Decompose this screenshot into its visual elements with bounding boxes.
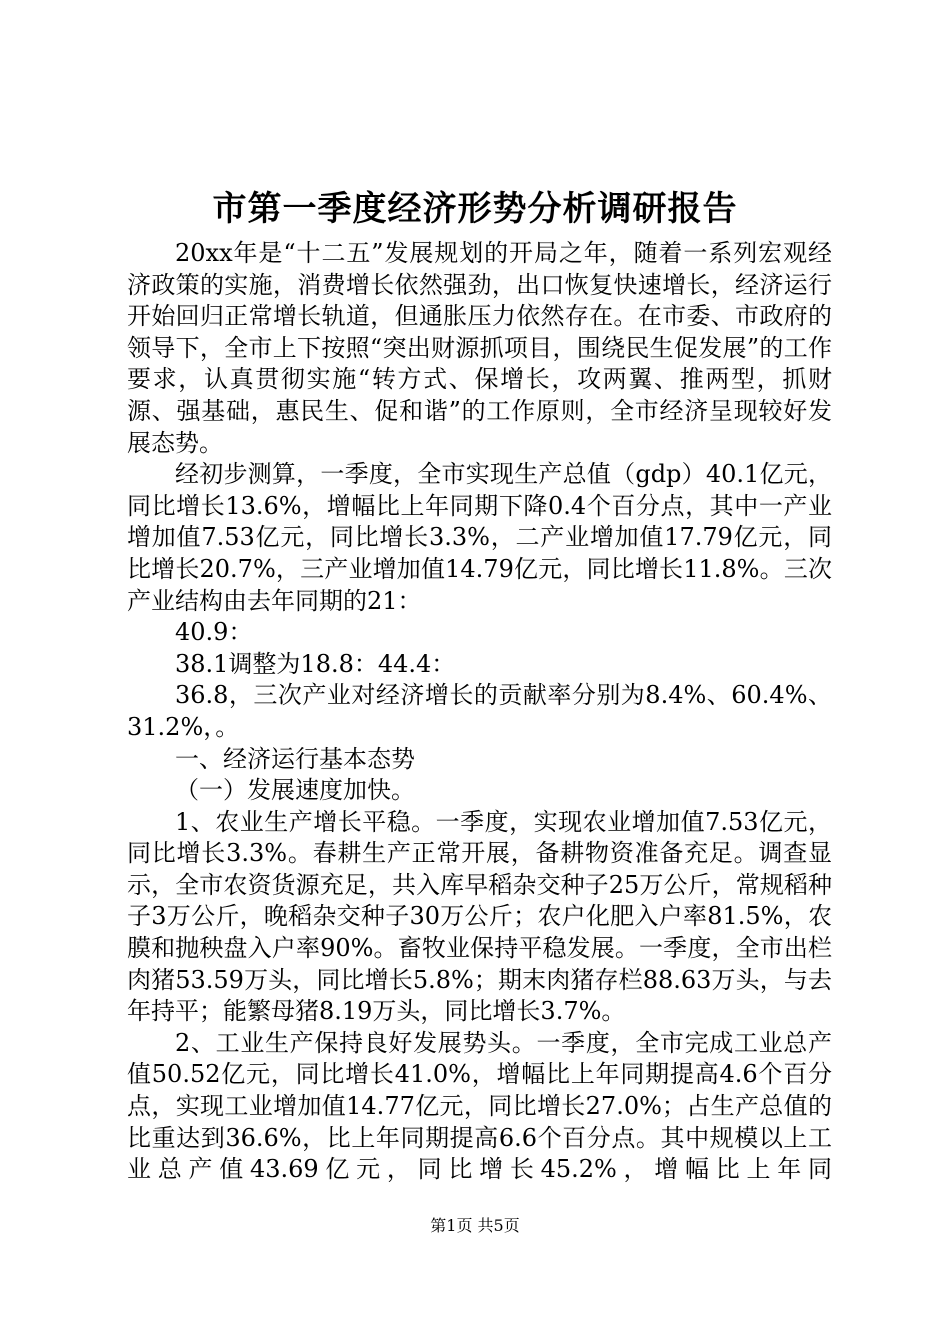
section-heading: 一、经济运行基本态势 bbox=[175, 744, 415, 773]
paragraph-intro: 20xx年是“十二五”发展规划的开局之年，随着一系列宏观经济政策的实施，消费增长依然强劲，出口恢复快速增长，经济运行开始回归正常增长轨道，但通胀压力依然存在。在市委、市政府的领导下，全市上下按照“突出财源抓项目，围绕民生促发展”的工作要求，认真贯彻实施“转方式、保增长，攻两翼、推两型，抓财源、强基础，惠民生、促和谐”的工作原则，全市经济呈现较好发展态势。 bbox=[127, 239, 832, 457]
paragraph-ratio-2: 38.1调整为18.8：44.4： bbox=[175, 649, 456, 678]
paragraph-agriculture: 1、农业生产增长平稳。一季度，实现农业增加值7.53亿元，同比增长3.3%。春耕生产正常开展，备耕物资准备充足。调查显示，全市农资货源充足，共入库早稻杂交种子25万公斤，常规稻种子3万公斤，晚稻杂交种子30万公斤；农户化肥入户率81.5%，农膜和抛秧盘入户率90%。畜牧业保持平稳发展。一季度，全市出栏肉猪53.59万头，同比增长5.8%；期末肉猪存栏88.63万头，与去年持平；能繁母猪8.19万头，同比增长3.7%。 bbox=[127, 807, 832, 1026]
document-title: 市第一季度经济形势分析调研报告 bbox=[212, 189, 738, 229]
page-number: 第1页 共5页 bbox=[430, 1216, 520, 1235]
subsection-heading: （一）发展速度加快。 bbox=[175, 776, 415, 805]
paragraph-gdp: 经初步测算，一季度，全市实现生产总值（gdp）40.1亿元，同比增长13.6%，增幅比上年同期下降0.4个百分点，其中一产业增加值7.53亿元，同比增长3.3%，二产业增加值17.79亿元，同比增长20.7%，三产业增加值14.79亿元，同比增长11.8%。三次产业结构由去年同期的21： bbox=[127, 460, 832, 615]
paragraph-contribution: 36.8，三次产业对经济增长的贡献率分别为8.4%、60.4%、31.2%，。 bbox=[127, 681, 832, 741]
document-body bbox=[127, 238, 832, 1186]
paragraph-ratio-1: 40.9： bbox=[175, 618, 253, 647]
paragraph-industry: 2、工业生产保持良好发展势头。一季度，全市完成工业总产值50.52亿元，同比增长41.0%，增幅比上年同期提高4.6个百分点，实现工业增加值14.77亿元，同比增长27.0%；占生产总值的比重达到36.6%，比上年同期提高6.6个百分点。其中规模以上工业总产值43.69亿元，同比增长45.2%，增幅比上年同 bbox=[127, 1028, 832, 1184]
